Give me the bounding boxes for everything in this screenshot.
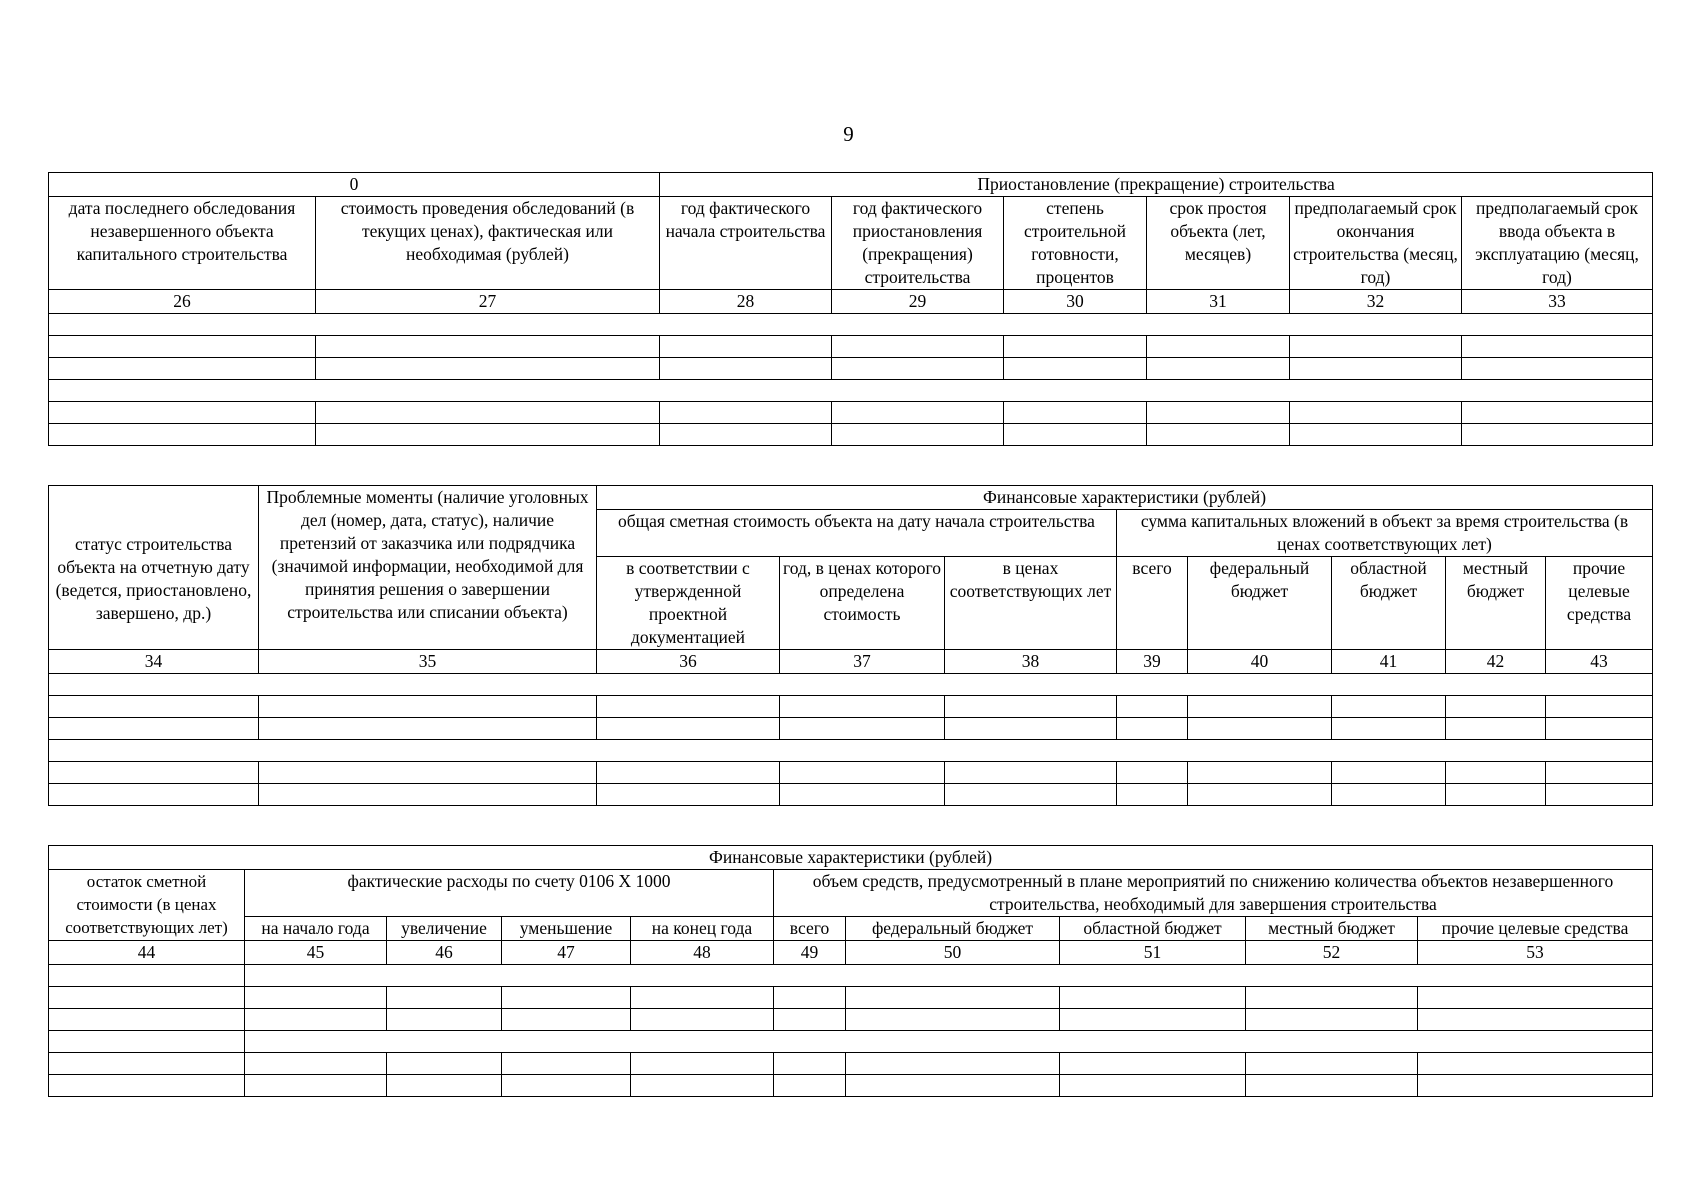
data-cell — [660, 336, 832, 358]
col-header-40: федеральный бюджет — [1188, 557, 1332, 650]
col-header-33: предполагаемый срок ввода объекта в эксплуатацию (месяц, год) — [1462, 197, 1653, 290]
data-cell — [1290, 402, 1462, 424]
data-cell — [1060, 1009, 1246, 1031]
data-cell — [316, 336, 660, 358]
data-cell — [1060, 1053, 1246, 1075]
col-number: 39 — [1117, 650, 1188, 674]
data-cell — [846, 987, 1060, 1009]
data-cell — [49, 1053, 245, 1075]
section-row — [49, 965, 1653, 987]
financial-expenses-table — [48, 845, 1653, 1097]
data-cell — [1418, 1075, 1653, 1097]
col-header-48: на конец года — [631, 917, 774, 941]
data-cell — [502, 987, 631, 1009]
section-cell — [245, 1031, 1653, 1053]
column-header-row — [49, 197, 1653, 290]
data-cell — [502, 1075, 631, 1097]
col-number: 45 — [245, 941, 387, 965]
data-cell — [1147, 358, 1290, 380]
data-cell — [1290, 358, 1462, 380]
data-cell — [1462, 402, 1653, 424]
data-cell — [49, 784, 259, 806]
col-number: 36 — [597, 650, 780, 674]
data-cell — [1418, 1053, 1653, 1075]
data-cell — [1546, 762, 1653, 784]
data-cell — [387, 987, 502, 1009]
data-cell — [1546, 696, 1653, 718]
data-cell — [1332, 696, 1446, 718]
col-number: 49 — [774, 941, 846, 965]
col-number: 28 — [660, 290, 832, 314]
data-cell — [259, 718, 597, 740]
col-header-26: дата последнего обследования незавершенного объекта капитального строительства — [49, 197, 316, 290]
group-header-investment: сумма капитальных вложений в объект за время строительства (в ценах соответствующих лет) — [1117, 510, 1653, 557]
section-row — [49, 740, 1653, 762]
data-cell — [1446, 696, 1546, 718]
data-cell — [1117, 762, 1188, 784]
data-cell — [1546, 784, 1653, 806]
data-cell — [1147, 424, 1290, 446]
col-number: 41 — [1332, 650, 1446, 674]
data-row — [49, 987, 1653, 1009]
section-cell — [49, 380, 1653, 402]
data-cell — [832, 402, 1004, 424]
col-header-46: увеличение — [387, 917, 502, 941]
col-number: 26 — [49, 290, 316, 314]
data-cell — [1546, 718, 1653, 740]
section-row — [49, 674, 1653, 696]
data-cell — [49, 1009, 245, 1031]
data-cell — [774, 1053, 846, 1075]
col-header-51: областной бюджет — [1060, 917, 1246, 941]
data-cell — [1188, 718, 1332, 740]
data-cell — [245, 987, 387, 1009]
data-cell — [945, 784, 1117, 806]
data-cell — [846, 1053, 1060, 1075]
group-header-expenses: фактические расходы по счету 0106 Х 1000 — [245, 870, 774, 917]
data-cell — [1290, 424, 1462, 446]
data-cell — [49, 987, 245, 1009]
col-number: 46 — [387, 941, 502, 965]
data-cell — [1246, 1053, 1418, 1075]
group-header-left: 0 — [49, 173, 660, 197]
data-cell — [245, 1075, 387, 1097]
data-cell — [1147, 336, 1290, 358]
col-number: 32 — [1290, 290, 1462, 314]
data-cell — [780, 762, 945, 784]
data-row — [49, 718, 1653, 740]
data-row — [49, 1009, 1653, 1031]
data-row — [49, 762, 1653, 784]
col-number: 38 — [945, 650, 1117, 674]
data-cell — [387, 1075, 502, 1097]
subgroup-header-row — [49, 870, 1653, 917]
financial-characteristics-table — [48, 485, 1653, 806]
data-cell — [1418, 987, 1653, 1009]
data-cell — [631, 1009, 774, 1031]
col-number: 51 — [1060, 941, 1246, 965]
data-cell — [1117, 696, 1188, 718]
data-cell — [1446, 784, 1546, 806]
data-cell — [631, 987, 774, 1009]
data-cell — [774, 1075, 846, 1097]
data-cell — [780, 784, 945, 806]
data-cell — [49, 965, 245, 987]
data-cell — [1418, 1009, 1653, 1031]
data-cell — [1188, 696, 1332, 718]
data-row — [49, 1075, 1653, 1097]
data-row — [49, 1053, 1653, 1075]
col-header-45: на начало года — [245, 917, 387, 941]
data-cell — [660, 402, 832, 424]
col-header-53: прочие целевые средства — [1418, 917, 1653, 941]
col-header-31: срок простоя объекта (лет, месяцев) — [1147, 197, 1290, 290]
data-cell — [1060, 987, 1246, 1009]
data-cell — [660, 424, 832, 446]
data-cell — [502, 1009, 631, 1031]
group-header-row — [49, 486, 1653, 510]
group-header-row — [49, 846, 1653, 870]
section-row — [49, 1031, 1653, 1053]
col-header-49: всего — [774, 917, 846, 941]
col-number: 31 — [1147, 290, 1290, 314]
col-header-41: областной бюджет — [1332, 557, 1446, 650]
data-cell — [774, 987, 846, 1009]
data-cell — [846, 1009, 1060, 1031]
col-header-39: всего — [1117, 557, 1188, 650]
group-header-estimate: общая сметная стоимость объекта на дату начала строительства — [597, 510, 1117, 557]
data-cell — [780, 718, 945, 740]
col-number: 34 — [49, 650, 259, 674]
data-cell — [245, 1053, 387, 1075]
data-cell — [597, 762, 780, 784]
data-cell — [387, 1053, 502, 1075]
col-header-44: остаток сметной стоимости (в ценах соответствующих лет) — [49, 870, 245, 941]
col-header-42: местный бюджет — [1446, 557, 1546, 650]
data-row — [49, 424, 1653, 446]
data-cell — [259, 784, 597, 806]
col-header-38: в ценах соответствующих лет — [945, 557, 1117, 650]
col-header-43: прочие целевые средства — [1546, 557, 1653, 650]
data-cell — [387, 1009, 502, 1031]
col-number: 53 — [1418, 941, 1653, 965]
data-cell — [1332, 718, 1446, 740]
col-number: 35 — [259, 650, 597, 674]
data-cell — [1188, 762, 1332, 784]
data-cell — [1462, 424, 1653, 446]
data-cell — [49, 1031, 245, 1053]
data-cell — [1060, 1075, 1246, 1097]
col-number: 33 — [1462, 290, 1653, 314]
col-header-36: в соответствии с утвержденной проектной документацией — [597, 557, 780, 650]
section-row — [49, 314, 1653, 336]
col-number: 48 — [631, 941, 774, 965]
data-cell — [1188, 784, 1332, 806]
col-number: 47 — [502, 941, 631, 965]
data-cell — [597, 696, 780, 718]
group-header-suspension: Приостановление (прекращение) строительства — [660, 173, 1653, 197]
column-number-row — [49, 290, 1653, 314]
data-cell — [846, 1075, 1060, 1097]
data-cell — [1446, 762, 1546, 784]
section-cell — [49, 314, 1653, 336]
col-number: 37 — [780, 650, 945, 674]
data-row — [49, 696, 1653, 718]
col-header-35: Проблемные моменты (наличие уголовных дел (номер, дата, статус), наличие претензий от заказчика или подрядчика (значимой информации, необходимой для принятия решения о завершении строительства или списании объекта) — [259, 486, 597, 650]
data-cell — [660, 358, 832, 380]
col-header-28: год фактического начала строительства — [660, 197, 832, 290]
data-cell — [1246, 1075, 1418, 1097]
data-cell — [597, 784, 780, 806]
data-cell — [631, 1053, 774, 1075]
data-cell — [1332, 762, 1446, 784]
col-number: 27 — [316, 290, 660, 314]
page-number: 9 — [843, 122, 854, 146]
data-cell — [631, 1075, 774, 1097]
construction-suspension-table — [48, 172, 1653, 446]
group-header-plan: объем средств, предусмотренный в плане мероприятий по снижению количества объектов незавершенного строительства, необходимый для завершения строительства — [774, 870, 1653, 917]
column-header-row — [49, 917, 1653, 941]
column-number-row — [49, 941, 1653, 965]
data-cell — [945, 696, 1117, 718]
data-cell — [1462, 336, 1653, 358]
col-header-47: уменьшение — [502, 917, 631, 941]
group-header-row — [49, 173, 1653, 197]
data-cell — [1117, 784, 1188, 806]
data-cell — [502, 1053, 631, 1075]
section-cell — [49, 740, 1653, 762]
data-cell — [774, 1009, 846, 1031]
col-number: 42 — [1446, 650, 1546, 674]
col-number: 50 — [846, 941, 1060, 965]
data-cell — [832, 424, 1004, 446]
group-header-financial: Финансовые характеристики (рублей) — [597, 486, 1653, 510]
data-cell — [49, 696, 259, 718]
data-cell — [49, 1075, 245, 1097]
data-cell — [597, 718, 780, 740]
data-cell — [49, 718, 259, 740]
data-row — [49, 358, 1653, 380]
data-cell — [1004, 336, 1147, 358]
col-header-37: год, в ценах которого определена стоимость — [780, 557, 945, 650]
col-number: 44 — [49, 941, 245, 965]
data-cell — [1332, 784, 1446, 806]
data-cell — [1290, 336, 1462, 358]
data-row — [49, 402, 1653, 424]
section-cell — [245, 965, 1653, 987]
data-cell — [1004, 358, 1147, 380]
col-number: 43 — [1546, 650, 1653, 674]
data-cell — [945, 718, 1117, 740]
data-cell — [49, 358, 316, 380]
col-header-50: федеральный бюджет — [846, 917, 1060, 941]
data-cell — [945, 762, 1117, 784]
col-header-30: степень строительной готовности, процентов — [1004, 197, 1147, 290]
col-number: 30 — [1004, 290, 1147, 314]
col-number: 40 — [1188, 650, 1332, 674]
data-cell — [1117, 718, 1188, 740]
col-header-32: предполагаемый срок окончания строительства (месяц, год) — [1290, 197, 1462, 290]
data-cell — [832, 358, 1004, 380]
col-header-29: год фактического приостановления (прекращения) строительства — [832, 197, 1004, 290]
data-row — [49, 336, 1653, 358]
col-header-34: статус строительства объекта на отчетную дату (ведется, приостановлено, завершено, др.) — [49, 486, 259, 650]
data-cell — [780, 696, 945, 718]
data-cell — [832, 336, 1004, 358]
data-cell — [259, 762, 597, 784]
data-cell — [316, 402, 660, 424]
data-cell — [49, 402, 316, 424]
col-number: 29 — [832, 290, 1004, 314]
data-cell — [316, 424, 660, 446]
data-cell — [1004, 424, 1147, 446]
data-cell — [49, 762, 259, 784]
col-number: 52 — [1246, 941, 1418, 965]
data-cell — [49, 336, 316, 358]
data-cell — [1246, 987, 1418, 1009]
col-header-52: местный бюджет — [1246, 917, 1418, 941]
data-cell — [1147, 402, 1290, 424]
data-cell — [1246, 1009, 1418, 1031]
data-cell — [245, 1009, 387, 1031]
data-cell — [1446, 718, 1546, 740]
group-header-financial: Финансовые характеристики (рублей) — [49, 846, 1653, 870]
data-cell — [49, 424, 316, 446]
column-number-row — [49, 650, 1653, 674]
section-cell — [49, 674, 1653, 696]
data-cell — [1004, 402, 1147, 424]
data-cell — [1462, 358, 1653, 380]
data-cell — [259, 696, 597, 718]
data-row — [49, 784, 1653, 806]
col-header-27: стоимость проведения обследований (в текущих ценах), фактическая или необходимая (рублей) — [316, 197, 660, 290]
section-row — [49, 380, 1653, 402]
data-cell — [316, 358, 660, 380]
